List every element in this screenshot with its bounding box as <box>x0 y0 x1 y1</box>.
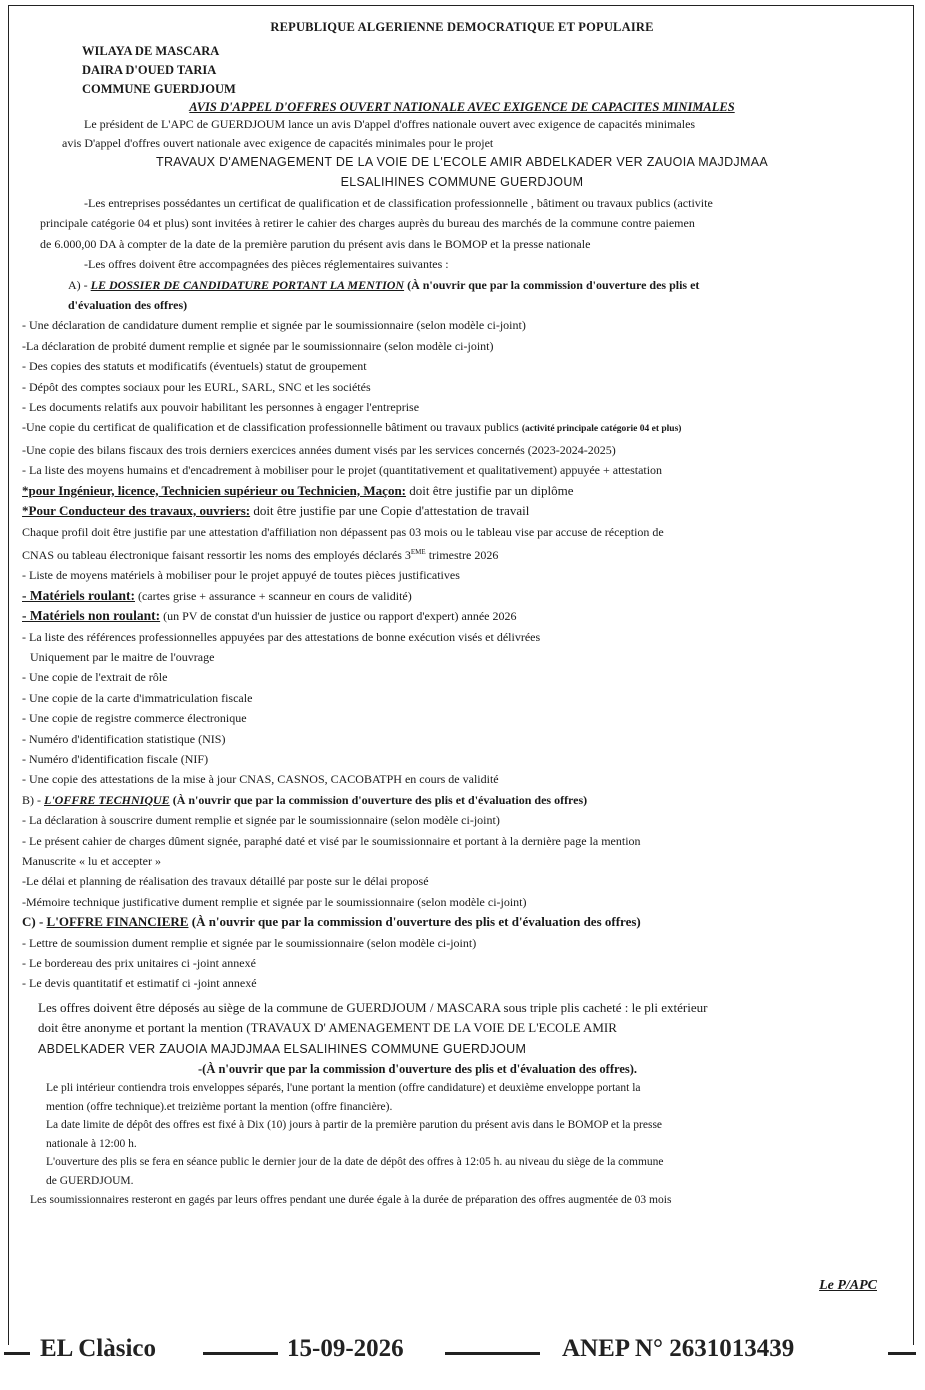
republic-header: REPUBLIQUE ALGERIENNE DEMOCRATIQUE ET POPULAIRE <box>270 20 654 34</box>
list-item: - Numéro d'identification statistique (NIS) <box>22 731 226 746</box>
deposit-line-2: doit être anonyme et portant la mention (TRAVAUX D' AMENAGEMENT DE LA VOIE DE L'ECOLE AMIR <box>38 1020 617 1036</box>
section-a-list-1 <box>22 315 902 417</box>
bilans-line: -Une copie des bilans fiscaux des trois derniers exercices années dument visés par les services concernés (2023-2024-2025) <box>22 442 616 457</box>
section-a-heading <box>22 275 902 295</box>
admin-block <box>82 42 902 99</box>
section-c-prefix: C) - <box>22 914 44 930</box>
footer-newspaper: EL Clàsico <box>40 1335 156 1362</box>
section-b-item-3: -Le délai et planning de réalisation des travaux détaillé par poste sur le délai proposé <box>22 874 429 889</box>
deposit-line-10: de GUERDJOUM. <box>46 1174 134 1187</box>
footer-rule-left <box>4 1352 30 1355</box>
roulant-line <box>22 586 902 606</box>
ingenieur-line <box>22 481 902 501</box>
ingenieur-text: doit être justifie par un diplôme <box>406 482 574 498</box>
list-item: - Une copie des attestations de la mise à jour CNAS, CASNOS, CACOBATPH en cours de validité <box>22 772 499 787</box>
section-b-suffix: (À n'ouvrir que par la commission d'ouverture des plis et d'évaluation des offres) <box>172 792 588 807</box>
cert-small: (activité principale catégorie 04 et plus) <box>521 424 682 435</box>
section-c-title: L'OFFRE FINANCIERE <box>46 914 189 930</box>
commune-line: COMMUNE GUERDJOUM <box>82 82 236 96</box>
deposit-line-4: -(À n'ouvrir que par la commission d'ouverture des plis et d'évaluation des offres). <box>198 1062 638 1077</box>
section-a-suffix-2: d'évaluation des offres) <box>68 298 188 313</box>
wilaya-line: WILAYA DE MASCARA <box>82 44 220 58</box>
nonroulant-line <box>22 606 902 626</box>
nonroulant-text: (un PV de constat d'un huissier de justice ou rapport d'expert) année 2026 <box>160 609 517 624</box>
deposit-line-8: nationale à 12:00 h. <box>46 1137 137 1150</box>
references-line-1: - La liste des références professionnelles appuyées par des attestations de bonne exécution visés et délivrées <box>22 629 541 644</box>
cert-line <box>22 417 902 439</box>
intro-line-1: Le président de L'APC de GUERDJOUM lance un avis D'appel d'offres nationale ouvert avec exigence de capacités minimales <box>84 117 696 131</box>
section-a-suffix: (À n'ouvrir que par la commission d'ouverture des plis et <box>407 277 700 292</box>
ingenieur-label: *pour Ingénieur, licence, Technicien supérieur ou Technicien, Maçon: <box>22 482 407 498</box>
profil-line-1: Chaque profil doit être justifie par une attestation d'affiliation non dépassent pas 03 mois ou le tableau vise par accuse de réception de <box>22 524 664 539</box>
deposit-line-11: Les soumissionnaires resteront en gagés par leurs offres pendant une durée égale à la durée de préparation des offres augmentée de 03 mois <box>30 1194 672 1207</box>
section-b-item-4: -Mémoire technique justificative dument remplie et signée par le soumissionnaire (selon modèle ci-joint) <box>22 894 527 909</box>
avis-title: AVIS D'APPEL D'OFFRES OUVERT NATIONALE AVEC EXIGENCE DE CAPACITES MINIMALES <box>189 100 735 114</box>
deposit-line-3: ABDELKADER VER ZAUOIA MAJDJMAA ELSALIHINES COMMUNE GUERDJOUM <box>38 1041 527 1056</box>
section-b-item-2b: Manuscrite « lu et accepter » <box>22 854 161 868</box>
conditions-line-4: -Les offres doivent être accompagnées des pièces réglementaires suivantes : <box>84 257 449 272</box>
conditions-line-2: principale catégorie 04 et plus) sont invitées à retirer le cahier des charges auprès du bureau des marchés de la commune contre paiemen <box>40 216 695 231</box>
references-line-2: Uniquement par le maitre de l'ouvrage <box>30 649 215 664</box>
profil-line-2 <box>22 542 902 565</box>
footer-rule-2 <box>445 1352 540 1355</box>
section-b-title: L'OFFRE TECHNIQUE <box>44 792 170 807</box>
deposit-line-9: L'ouverture des plis se fera en séance public le dernier jour de la date de dépôt des offres à 12:05 h. au niveau du siège de la commune <box>46 1156 664 1169</box>
section-a-prefix: A) - <box>68 277 88 292</box>
conditions-line-1: -Les entreprises possédantes un certificat de qualification et de classification professionnelle , bâtiment ou travaux publics (activite <box>84 196 713 210</box>
footer-rule-right <box>888 1352 916 1355</box>
list-item: - Le devis quantitatif et estimatif ci -joint annexé <box>22 976 257 991</box>
conducteur-line <box>22 501 902 521</box>
deposit-line-5: Le pli intérieur contiendra trois enveloppes séparés, l'une portant la mention (offre candidature) et deuxième enveloppe portant la <box>46 1082 641 1095</box>
profil-text-a: CNAS ou tableau électronique faisant ressortir les noms des employés déclarés 3 <box>22 547 411 562</box>
moyens-line: - La liste des moyens humains et d'encadrement à mobiliser pour le projet (quantitativement et qualitativement) appuyée + attestation <box>22 463 663 478</box>
conducteur-text: doit être justifie par une Copie d'attestation de travail <box>250 503 530 519</box>
deposit-line-6: mention (offre technique).et treizième portant la mention (offre financière). <box>46 1100 393 1113</box>
list-item: - Une copie de l'extrait de rôle <box>22 670 168 685</box>
deposit-line-1: Les offres doivent être déposés au siège de la commune de GUERDJOUM / MASCARA sous triple plis cacheté : le pli extérieur <box>38 999 708 1015</box>
section-b-item-2: - Le présent cahier de charges dûment signée, paraphé daté et visé par le soumissionnaire et portant à la dernière page la mention <box>22 833 641 848</box>
cert-text: -Une copie du certificat de qualification et de classification professionnelle bâtiment ou travaux publics <box>22 420 519 435</box>
list-item: - Une déclaration de candidature dument remplie et signée par le soumissionnaire (selon modèle ci-joint) <box>22 318 526 333</box>
section-c-heading <box>22 912 902 932</box>
intro-line-2: avis D'appel d'offres ouvert nationale avec exigence de capacités minimales pour le projet <box>62 136 494 150</box>
deposit-line-7: La date limite de dépôt des offres est fixé à Dix (10) jours à partir de la première parution du présent avis dans le BOMOP et la presse <box>46 1119 663 1132</box>
footer-anep: ANEP N° 2631013439 <box>562 1335 795 1362</box>
list-item: - Une copie de registre commerce électronique <box>22 711 247 726</box>
list-item: - Une copie de la carte d'immatriculation fiscale <box>22 690 253 705</box>
section-c-suffix: (À n'ouvrir que par la commission d'ouverture des plis et d'évaluation des offres) <box>191 914 641 930</box>
project-title-2: ELSALIHINES COMMUNE GUERDJOUM <box>340 175 584 189</box>
daira-line: DAIRA D'OUED TARIA <box>82 63 217 77</box>
project-title-1: TRAVAUX D'AMENAGEMENT DE LA VOIE DE L'ECOLE AMIR ABDELKADER VER ZAUOIA MAJDJMAA <box>156 155 768 169</box>
list-item: - Lettre de soumission dument remplie et signée par le soumissionnaire (selon modèle ci-joint) <box>22 935 477 950</box>
list-item: - Dépôt des comptes sociaux pour les EURL, SARL, SNC et les sociétés <box>22 379 371 394</box>
conditions-line-3: de 6.000,00 DA à compter de la date de la première parution du présent avis dans le BOMOP et la presse nationale <box>40 236 591 251</box>
deposit-block <box>22 998 902 1191</box>
footer-date: 15-09-2026 <box>287 1335 404 1362</box>
signature-label: Le P/APC <box>819 1278 877 1293</box>
materiels-line: - Liste de moyens matériels à mobiliser pour le projet appuyé de toutes pièces justificatives <box>22 568 460 583</box>
roulant-text: (cartes grise + assurance + scanneur en cours de validité) <box>134 588 412 603</box>
list-item: - Le bordereau des prix unitaires ci -joint annexé <box>22 956 256 971</box>
section-b-heading <box>22 790 902 810</box>
nonroulant-label: - Matériels non roulant: <box>22 608 161 624</box>
section-a-title: LE DOSSIER DE CANDIDATURE PORTANT LA MENTION <box>90 277 405 292</box>
list-item: - Numéro d'identification fiscale (NIF) <box>22 751 209 766</box>
profil-superscript: EME <box>410 547 426 556</box>
footer-bar <box>0 1331 925 1375</box>
list-item: -La déclaration de probité dument remplie et signée par le soumissionnaire (selon modèle ci-joint) <box>22 338 494 353</box>
section-b-prefix: B) - <box>22 792 41 807</box>
list-item: - Les documents relatifs aux pouvoir habilitant les personnes à engager l'entreprise <box>22 400 420 415</box>
profil-text-b: trimestre 2026 <box>425 547 499 562</box>
section-c-list <box>22 933 902 994</box>
section-b-item-1: - La déclaration à souscrire dument remplie et signée par le soumissionnaire (selon modèle ci-joint) <box>22 813 500 828</box>
document-body <box>22 20 902 1211</box>
list-item: - Des copies des statuts et modificatifs (éventuels) statut de groupement <box>22 359 367 374</box>
conducteur-label: *Pour Conducteur des travaux, ouvriers: <box>22 503 251 519</box>
footer-rule-1 <box>203 1352 278 1355</box>
section-a-list-2 <box>22 667 902 789</box>
roulant-label: - Matériels roulant: <box>22 587 135 603</box>
